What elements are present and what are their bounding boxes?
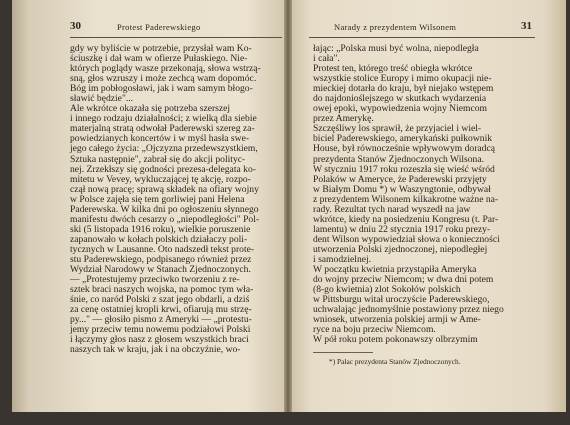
text-line: i cała". (313, 53, 340, 65)
text-line: nej. Zrzekłszy się godności prezesa-delegata ko- (70, 163, 256, 175)
text-line: przez Amerykę. (313, 113, 374, 125)
text-line: wniosek, utworzenia polskiej armji w Ame- (313, 314, 481, 326)
text-line: do wojny przeciw Niemcom; w dwa dni potem (313, 274, 494, 286)
text-line: W początku kwietnia przystąpiła Ameryka (313, 264, 477, 276)
text-line: Protest ten, którego treść obiegła wkrótce (313, 63, 473, 75)
text-line: mieckiej dotarła do kraju, był niejako wstępem (313, 83, 494, 95)
text-line: wszystkie stolice Europy i mimo okupacji nie- (313, 73, 492, 85)
text-line: py..." — głosiło pismo z Ameryki — „protestu- (70, 314, 252, 326)
text-line: manifestu dwóch cesarzy o „niepodległości" Pol- (70, 213, 260, 225)
footnote: *) Pałac prezydenta Stanów Zjednoczonych. (329, 357, 461, 366)
text-line: Bóg im pobłogosławi, jak i wam samym błogo- (70, 83, 253, 95)
text-line: do najdonioślejszego w skutkach wydarzenia (313, 93, 487, 105)
text-line: powiedzianych koncertów i w myśl hasła swe- (70, 133, 250, 145)
text-line: mitetu w Vevey, wykluczającej tę akcję, rozpo- (70, 173, 251, 185)
text-line: czął nową pracę; sprawą składek na ofiary wojny (70, 183, 259, 195)
text-line: W styczniu 1917 roku rozeszła się wieść wśród (313, 163, 495, 175)
text-line: w Polsce zajęła się tem gorliwiej pani Helena (70, 193, 245, 205)
text-line: w Białym Domu *) w Waszyngtonie, odbywał (313, 183, 491, 195)
text-line: Sztuka następnie", zabrał się do akcji polityc- (70, 153, 246, 165)
text-line: prezydenta Stanów Zjednoczonych Wilsona. (313, 153, 485, 165)
text-line: rady. Rezultat tych narad wyszedł na jaw (313, 203, 471, 215)
text-line: W pół roku potem pokonawszy olbrzymim (313, 334, 478, 346)
text-line: w Pittsburgu witał uroczyście Paderewskiego, (313, 294, 490, 306)
text-line: Polaków w Ameryce, że Paderewski przyjęty (313, 173, 487, 185)
page-number: 31 (521, 20, 532, 32)
body-text (313, 44, 533, 345)
running-header: Narady z prezydentem Wilsonem (334, 22, 457, 32)
left-page (12, 0, 287, 412)
text-line: materjalną stratą odwołał Paderewski szereg za- (70, 123, 255, 135)
text-line: lamentu) w dniu 22 stycznia 1917 roku prezy- (313, 223, 491, 235)
text-line: za cenę ostatniej kropli krwi, ofiarują mu strzę- (70, 304, 252, 316)
text-line: Wydział Narodowy w Stanach Zjednoczonych. (70, 264, 251, 276)
text-line: biciel Paderewskiego, amerykański pułkownik (313, 133, 493, 145)
text-line: owej epoki, wypowiedzenia wojny Niemcom (313, 103, 487, 115)
text-line: łając: „Polska musi być wolna, niepodległa (313, 43, 479, 54)
text-line: Ale wkrótce okazała się potrzeba szerszej (70, 103, 231, 115)
text-line: jego całego życia: „Ojczyzna przedewszystkiem, (70, 143, 258, 155)
footnote-rule (313, 352, 373, 353)
text-line: i łączymy głos nasz z głosem wszystkich braci (70, 334, 249, 346)
text-line: naszych tak w kraju, jak i na obczyźnie, wo- (70, 344, 241, 356)
text-line: gdy wy byliście w potrzebie, przysłał wam Ko- (70, 43, 252, 54)
text-line: dent Wilson wypowiedział słowa o konieczności (313, 233, 500, 245)
text-line: jemy przeciw temu nowemu podziałowi Polski (70, 324, 251, 336)
text-line: i samodzielnej. (313, 253, 372, 265)
text-line: ryce na boju przeciw Niemcom. (313, 324, 436, 336)
book-gutter (284, 0, 292, 412)
text-line: i innego rodzaju działalności; z wielką dla siebie (70, 113, 257, 125)
page-number: 30 (70, 20, 81, 32)
text-line: uchwalając jednomyślnie postawiony przez niego (313, 304, 504, 316)
text-line: (8-go kwietnia) zlot Sokołów polskich (313, 284, 461, 296)
text-line: śnie, co naród Polski z szat jego obdarli, a dziś (70, 294, 250, 306)
text-line: — „Protestujemy przeciwko tworzeniu z re- (70, 274, 240, 286)
body-text (70, 44, 284, 355)
text-line: sztek braci naszych wojska, na pomoc tym wła- (70, 284, 254, 296)
text-line: Paderewska. W kilka dni po ogłoszeniu słynnego (70, 203, 259, 215)
text-line: zapanowało w kołach polskich działaczy poli- (70, 233, 248, 245)
text-line: których poglądy wasze przekonają, słowa wstrzą- (70, 63, 261, 75)
book-spread (12, 0, 566, 412)
text-line: ściuszkę i dał wam w ofierze Pułaskiego. Nie- (70, 53, 248, 65)
text-line: utworzenia Polski zjednoczonej, niepodległej (313, 243, 488, 255)
text-line: Szczęśliwy los sprawił, że przyjaciel i wiel- (313, 123, 482, 135)
text-line: stu Paderewskiego, podpisanego również przez (70, 253, 252, 265)
text-line: sławić będzie"... (70, 93, 134, 105)
header-rule (309, 37, 535, 38)
text-line: House, był równocześnie wpływowym doradcą (313, 143, 495, 155)
text-line: ski (5 listopada 1916 roku), wielkie poruszenie (70, 223, 251, 235)
right-page (289, 0, 566, 412)
running-header: Protest Paderewskiego (117, 22, 201, 32)
header-rule (70, 37, 282, 38)
text-line: sną, głos wzruszy i może zechcą wam dopomóc. (70, 73, 257, 85)
text-line: wkrótce, kiedy na posiedzeniu Kongresu (t. Par- (313, 213, 499, 225)
text-line: z prezydentem Wilsonem kilkakrotne ważne na- (313, 193, 499, 205)
text-line: tycznych w Lausanne. Oto nadszedł tekst prote- (70, 243, 255, 255)
